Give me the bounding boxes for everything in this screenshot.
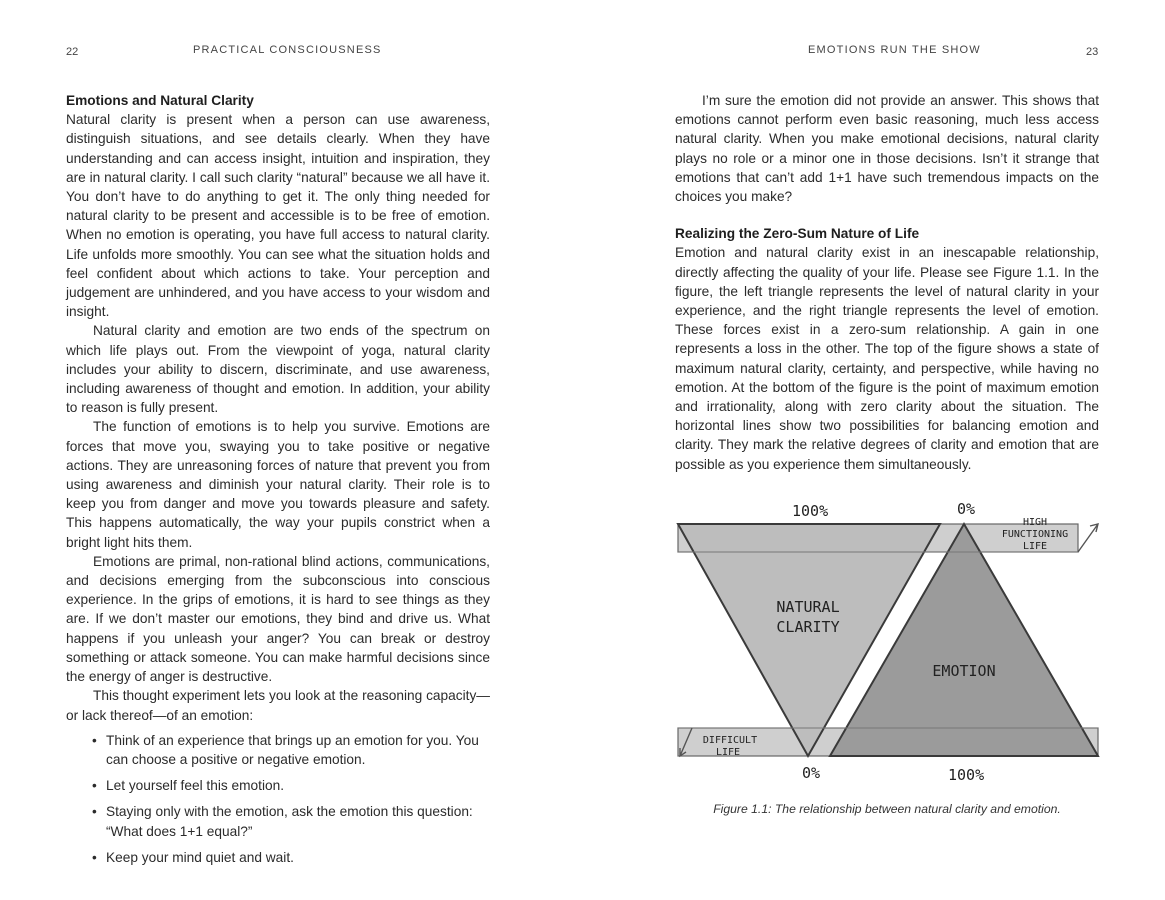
bullet-glyph: • [92, 849, 97, 865]
paragraph-thought-experiment: This thought experiment lets you look at the reasoning capacity—or lack thereof—of an emotion: [66, 688, 490, 723]
bullet-glyph: • [92, 778, 97, 794]
section-heading-emotions-clarity: Emotions and Natural Clarity [66, 93, 254, 108]
list-item [66, 731, 490, 769]
paragraph-function-of-emotions: The function of emotions is to help you survive. Emotions are forces that move you, swaying you to take positive or negative actions. They are unreasoning forces of nature that prevent you from using awareness and diminish your natural clarity. Their role is to keep you from danger and move you towards pleasure and safety. This happens automatically, the way your pupils constrict when a bright light hits them. [66, 419, 490, 550]
page-number-right: 23 [1086, 46, 1099, 58]
list-item [66, 776, 490, 795]
difficult-life-label-line2: LIFE [715, 747, 741, 758]
list-item [66, 802, 490, 840]
list-item-text: Let yourself feel this emotion. [106, 778, 285, 794]
high-functioning-label-line3: LIFE [1022, 541, 1048, 552]
running-head-right: EMOTIONS RUN THE SHOW [808, 44, 981, 56]
bottom-right-percent-label: 100% [948, 766, 985, 784]
high-functioning-arrow [1078, 524, 1098, 552]
high-functioning-label-line2: FUNCTIONING [1001, 529, 1069, 540]
top-left-percent-label: 100% [792, 502, 829, 520]
paragraph-spectrum: Natural clarity and emotion are two ends of the spectrum on which life plays out. From the viewpoint of yoga, natural clarity includes your ability to discern, discriminate, and use awareness, including awareness of thought and emotion. In addition, your ability to reason is fully present. [66, 323, 490, 416]
natural-clarity-label-line1: NATURAL [776, 598, 840, 616]
list-item [66, 848, 490, 867]
high-functioning-label-line1: HIGH [1022, 517, 1048, 528]
running-head-left: PRACTICAL CONSCIOUSNESS [193, 44, 382, 56]
emotion-label: EMOTION [932, 662, 996, 680]
natural-clarity-label-line2: CLARITY [776, 618, 840, 636]
list-item-text: Think of an experience that brings up an emotion for you. You can choose a positive or negative emotion. [106, 732, 479, 767]
figure-caption: Figure 1.1: The relationship between natural clarity and emotion. [713, 802, 1061, 816]
list-item-text: Keep your mind quiet and wait. [106, 849, 294, 865]
difficult-life-label-line1: DIFFICULT [702, 735, 758, 746]
left-page-body [66, 91, 490, 874]
top-right-percent-label: 0% [957, 500, 976, 518]
bullet-glyph: • [92, 732, 97, 748]
paragraph-primal-emotions: Emotions are primal, non-rational blind actions, communications, and decisions emerging from the subconscious into conscious experience. In the grips of emotions, it is hard to see things as they are. If we don’t master our emotions, they bind and drive us. What happens if you unleash your anger? You can break or destroy something or attack someone. You can make harmful decisions since the energy of anger is destructive. [66, 553, 490, 685]
paragraph-zero-sum: Emotion and natural clarity exist in an inescapable relationship, directly affecting the quality of your life. Please see Figure 1.1. In the figure, the left triangle represents the level of natural clarity in your experience, and the right triangle represents the level of emotion. These forces exist in a zero-sum relationship. A gain in one represents a loss in the other. The top of the figure shows a state of maximum natural clarity, certainty, and perspective, while having no emotion. At the bottom of the figure is the point of maximum emotion and irrationality, along with zero clarity about the situation. The horizontal lines show two possibilities for balancing emotion and clarity. They mark the relative degrees of clarity and emotion that are possible as you experience them simultaneously. [675, 245, 1099, 472]
clarity-emotion-figure [672, 492, 1104, 792]
section-spacer [675, 206, 1099, 224]
page-number-left: 22 [66, 46, 79, 58]
section-heading-zero-sum: Realizing the Zero-Sum Nature of Life [675, 226, 920, 242]
bottom-left-percent-label: 0% [802, 764, 821, 782]
right-page-body [675, 91, 1099, 474]
paragraph-natural-clarity: Natural clarity is present when a person can use awareness, distinguish situations, and see details clearly. When they have understanding and can access insight, intuition and inspiration, they are in natural clarity. I call such clarity “natural” because we all have it. You don’t have to do anything to get it. The only thing needed for natural clarity to be present and accessible is to be free of emotion. When no emotion is operating, you have full access to natural clarity. Life unfolds more smoothly. You can see what the situation holds and feel confident about which actions to take. Your perception and judgement are unhindered, and you have access to your wisdom and insight. [66, 112, 490, 320]
list-item-text: Staying only with the emotion, ask the emotion this question: “What does 1+1 equal?” [106, 804, 473, 839]
thought-experiment-list [66, 731, 490, 867]
bullet-glyph: • [92, 804, 97, 820]
paragraph-no-answer: I’m sure the emotion did not provide an answer. This shows that emotions cannot perform even basic reasoning, much less access natural clarity. When you make emotional decisions, natural clarity plays no role or a minor one in those decisions. Isn’t it strange that emotions that can’t add 1+1 have such tremendous impacts on the choices you make? [675, 93, 1099, 205]
